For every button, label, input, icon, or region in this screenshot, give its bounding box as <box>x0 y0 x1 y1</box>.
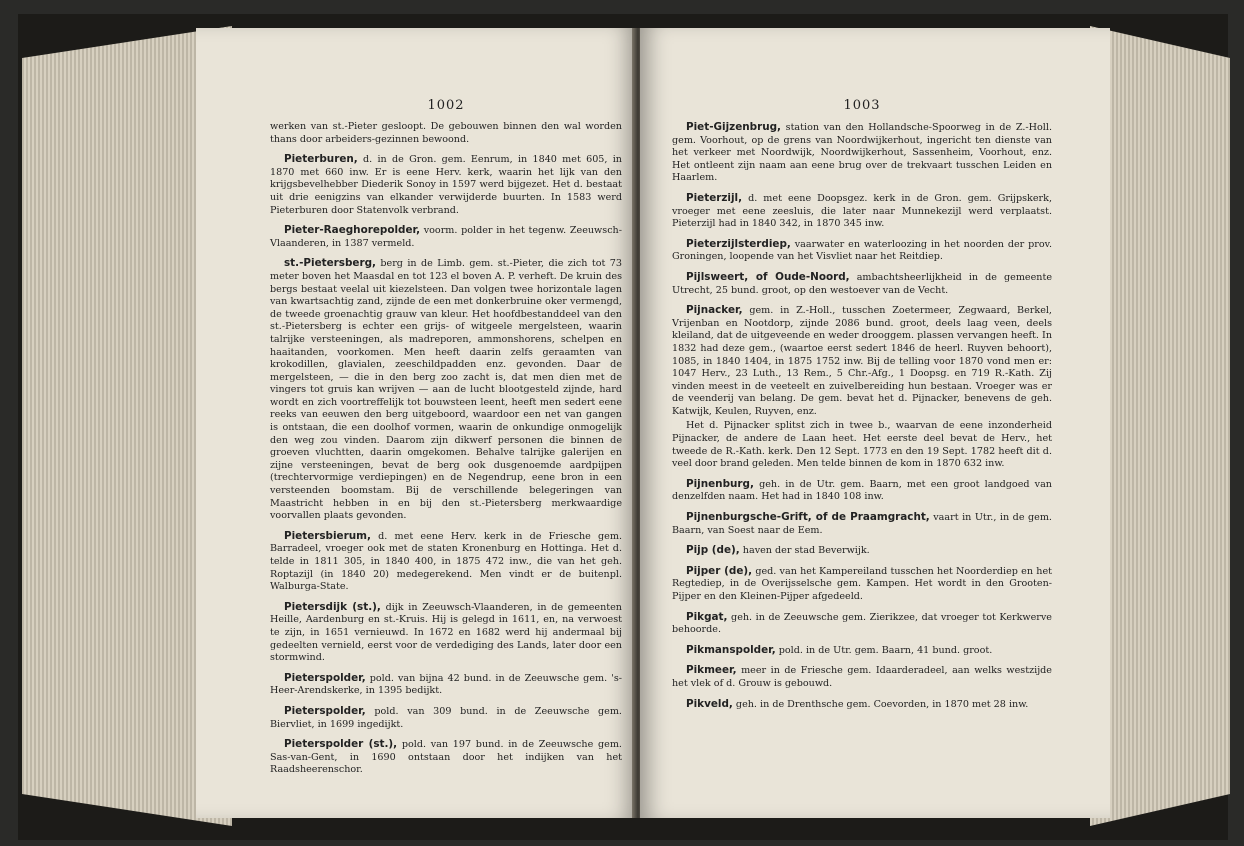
entry-headword: Pijper (de), <box>686 564 753 577</box>
entry-text: haven der stad Beverwijk. <box>742 545 870 557</box>
dictionary-entry <box>672 192 1052 231</box>
dictionary-entry <box>270 224 622 250</box>
dictionary-entry <box>270 257 622 522</box>
right-page-edges <box>1090 26 1230 826</box>
entry-text: pold. van 197 bund. in de Zeeuwsche gem. Sas-van-Gent, in 1690 ontstaan door het indijken van het Raadsheerenschor. <box>270 739 622 776</box>
entry-text: berg in de Limb. gem. st.-Pieter, die zich tot 73 meter boven het Maasdal en tot 123 el boven A. P. verheft. De kruin des bergs bestaat veelal uit kiezelsteen. Dan volgen twee horizontale lagen van kwartsachtig zand, zijnde de een met donkerbruine oker vermengd, de tweede groenachtig grauw van kleur. Het hoofdbestanddeel van den st.-Pietersberg is echter een grijs- of witgeele mergelsteen, waarin talrijke versteeningen, als madreporen, ammonshorens, schelpen en haaitanden, voorkomen. Men heeft daarin zelfs geraamten van krokodillen, glavialen, zeeschildpadden enz. gevonden. Daar de mergelsteen, — die in den berg zoo zacht is, dat men dien met de vingers tot gruis kan wrijven — aan de lucht blootgesteld zijnde, hard wordt en zich voortreffelijk tot bouwsteen leent, heeft men sedert eene reeks van eeuwen den berg uitgeboord, waardoor een net van gangen is ontstaan, die een doolhof vormen, waarin de onkundige onmogelijk den weg zou vinden. Daarom zijn dikwerf personen die binnen de groeven vluchtten, daarin omgekomen. Behalve talrijke galerijen en zijne versteeningen, bevat de berg ook dusgenoemde aardpijpen (trechtervormige verdiepingen) en de Negendrup, eene bron in een versteenden boomstam. Bij de verschillende belegeringen van Maastricht hebben in en bij den st.-Pietersberg merkwaardige voorvallen plaats gevonden. <box>270 258 622 522</box>
dictionary-entry <box>672 565 1052 604</box>
right-page <box>640 28 1110 818</box>
dictionary-entry <box>270 153 622 217</box>
dictionary-entry <box>270 601 622 665</box>
dictionary-entry <box>672 664 1052 690</box>
entry-text: pold. van bijna 42 bund. in de Zeeuwsche gem. 's-Heer-Arendskerke, in 1395 bedijkt. <box>270 672 622 697</box>
dictionary-entry <box>672 698 1052 712</box>
entry-headword: Pieterspolder (st.), <box>284 738 398 751</box>
entry-headword: Piet-Gijzenbrug, <box>686 121 781 133</box>
entry-text: d. in de Gron. gem. Eenrum, in 1840 met 605, in 1870 met 660 inw. Er is eene Herv. kerk, waarin het lijk van den krijgsbevelhebber Diederik Sonoy in 1597 werd bijgezet. Het d. bestaat uit drie eenigzins van elkander verwijderde buurten. In 1583 werd Pieterburen door Statenvolk verbrand. <box>270 154 622 216</box>
right-page-number: 1003 <box>843 98 881 113</box>
entry-headword: Pijlsweert, of Oude-Noord, <box>686 270 850 283</box>
entry-headword: Pieterspolder, <box>284 671 366 684</box>
entry-text: geh. in de Utr. gem. Baarn, met een groot landgoed van denzelfden naam. Het had in 1840 108 inw. <box>672 478 1052 503</box>
entry-headword: Pikgat, <box>686 610 728 623</box>
entry-headword: Pijp (de), <box>686 544 740 557</box>
entry-text: vaart in Utr., in de gem. Baarn, van Soest naar de Eem. <box>672 512 1052 536</box>
entry-headword: Pieterzijl, <box>686 191 743 204</box>
entry-headword: Pieterburen, <box>284 153 358 166</box>
entry-text: Het d. Pijnacker splitst zich in twee b., waarvan de eene inzonderheid Pijnacker, de andere de Laan heet. Het eerste deel bevat de Herv., het tweede de R.-Kath. kerk. Den 12 Sept. 1773 en den 19 Sept. 1782 heeft dit d. veel door brand geleden. Men telde binnen de kom in 1870 632 inw. <box>672 420 1052 470</box>
entry-text: pold. van 309 bund. in de Zeeuwsche gem. Biervliet, in 1699 ingedijkt. <box>270 705 622 730</box>
entry-text: geh. in de Zeeuwsche gem. Zierikzee, dat vroeger tot Kerkwerve behoorde. <box>672 611 1052 636</box>
entry-headword: Pieterzijlsterdiep, <box>686 237 791 250</box>
dictionary-entry <box>672 478 1052 504</box>
right-entries <box>672 121 1052 711</box>
dictionary-entry <box>672 611 1052 637</box>
dictionary-entry <box>672 544 1052 558</box>
entry-headword: Pijnacker, <box>686 304 743 317</box>
dictionary-entry <box>672 238 1052 264</box>
entry-text: meer in de Friesche gem. Idaarderadeel, aan welks westzijde het vlek of d. Grouw is gebouwd. <box>672 665 1052 689</box>
entry-headword: Pietersdijk (st.), <box>284 600 381 613</box>
dictionary-entry <box>270 705 622 731</box>
dictionary-entry <box>672 644 1052 658</box>
entry-headword: Pietersbierum, <box>284 529 371 542</box>
dictionary-entry <box>270 672 622 698</box>
entry-headword: Pieter-Raeghorepolder, <box>284 224 421 237</box>
entry-text: d. met eene Doopsgez. kerk in de Gron. gem. Grijpskerk, vroeger met eene zeesluis, die later naar Munnekezijl werd verplaatst. Pieterzijl had in 1840 342, in 1870 345 inw. <box>672 192 1052 230</box>
dictionary-entry <box>270 530 622 594</box>
entry-text: voorm. polder in het tegenw. Zeeuwsch-Vlaanderen, in 1387 vermeld. <box>270 225 622 249</box>
dictionary-entry <box>672 511 1052 537</box>
entry-text: station van den Hollandsche-Spoorweg in de Z.-Holl. gem. Voorhout, op de grens van Noordwijkerhout, ingericht ten dienste van het verkeer met Noordwijk, Noordwijkerhout, Sassenheim, Voorhout, enz. Het ontleent zijn naam aan eene brug over de trekvaart tusschen Leiden en Haarlem. <box>672 122 1052 184</box>
entry-text: geh. in de Drenthsche gem. Coevorden, in 1870 met 28 inw. <box>735 698 1029 710</box>
entry-text: gem. in Z.-Holl., tusschen Zoetermeer, Zegwaard, Berkel, Vrijenban en Nootdorp, zijnde 2086 bund. groot, deels laag veen, deels kleiland, dat de uitgeveende en weder drooggem. plassen vervangen heeft. In 1832 had deze gem., (waartoe eerst sedert 1846 de heerl. Ruyven behoort), 1085, in 1840 1404, in 1875 1752 inw. Bij de telling voor 1870 vond men er: 1047 Herv., 23 Luth., 13 Rem., 5 Chr.-Afg., 1 Doopsg. en 719 R.-Kath. Zij vinden meest in de veeteelt en zuivelbereiding hun bestaan. Vroeger was er de veenderij van belang. De gem. bevat het d. Pijnacker, benevens de geh. Katwijk, Keulen, Ruyven, enz. <box>672 305 1052 417</box>
left-page <box>196 28 636 818</box>
dictionary-entry <box>672 121 1052 185</box>
dictionary-entry <box>672 271 1052 297</box>
entry-text: pold. in de Utr. gem. Baarn, 41 bund. groot. <box>778 644 993 656</box>
entry-text: vaarwater en waterloozing in het noorden der prov. Groningen, loopende van het Visvliet naar het Reitdiep. <box>672 238 1052 263</box>
entry-text: d. met eene Herv. kerk in de Friesche gem. Barradeel, vroeger ook met de staten Kronenburg en Hottinga. Het d. telde in 1811 305, in 1840 400, in 1875 472 inw., die van het geh. Roptazijl (in 1840 20) medegerekend. Men vindt er de buitenpl. Walburga-State. <box>270 530 622 593</box>
left-entries <box>270 153 622 777</box>
entry-headword: st.-Pietersberg, <box>284 257 376 270</box>
entry-headword: Pijnenburgsche-Grift, of de Praamgracht, <box>686 511 930 524</box>
continuation-text: werken van st.-Pieter gesloopt. De gebouwen binnen den wal worden thans door arbeiders-gezinnen bewoond. <box>270 121 622 145</box>
entry-headword: Pieterspolder, <box>284 704 366 717</box>
dictionary-entry <box>672 420 1052 470</box>
entry-headword: Pikveld, <box>686 697 733 710</box>
dictionary-entry <box>270 738 622 777</box>
entry-text: ged. van het Kampereiland tusschen het Noorderdiep en het Regtediep, in de Overijsselsche gem. Kampen. Het wordt in den Grooten-Pijper en den Kleinen-Pijper afgedeeld. <box>672 565 1052 602</box>
entry-text: dijk in Zeeuwsch-Vlaanderen, in de gemeenten Heille, Aardenburg en st.-Kruis. Hij is gelegd in 1611, en, na verwoest te zijn, in 1651 vernieuwd. In 1672 en 1682 werd hij andermaal bij gedeelten vernield, eerst voor de verdediging des Lands, later door een stormwind. <box>270 601 622 664</box>
entry-headword: Pijnenburg, <box>686 477 754 490</box>
entry-headword: Pikmeer, <box>686 664 737 677</box>
entry-headword: Pikmanspolder, <box>686 643 776 656</box>
entry-text: ambachtsheerlijkheid in de gemeente Utrecht, 25 bund. groot, op den westoever van de Vecht. <box>672 271 1052 296</box>
left-page-number: 1002 <box>427 98 465 113</box>
dictionary-entry <box>672 304 1052 418</box>
